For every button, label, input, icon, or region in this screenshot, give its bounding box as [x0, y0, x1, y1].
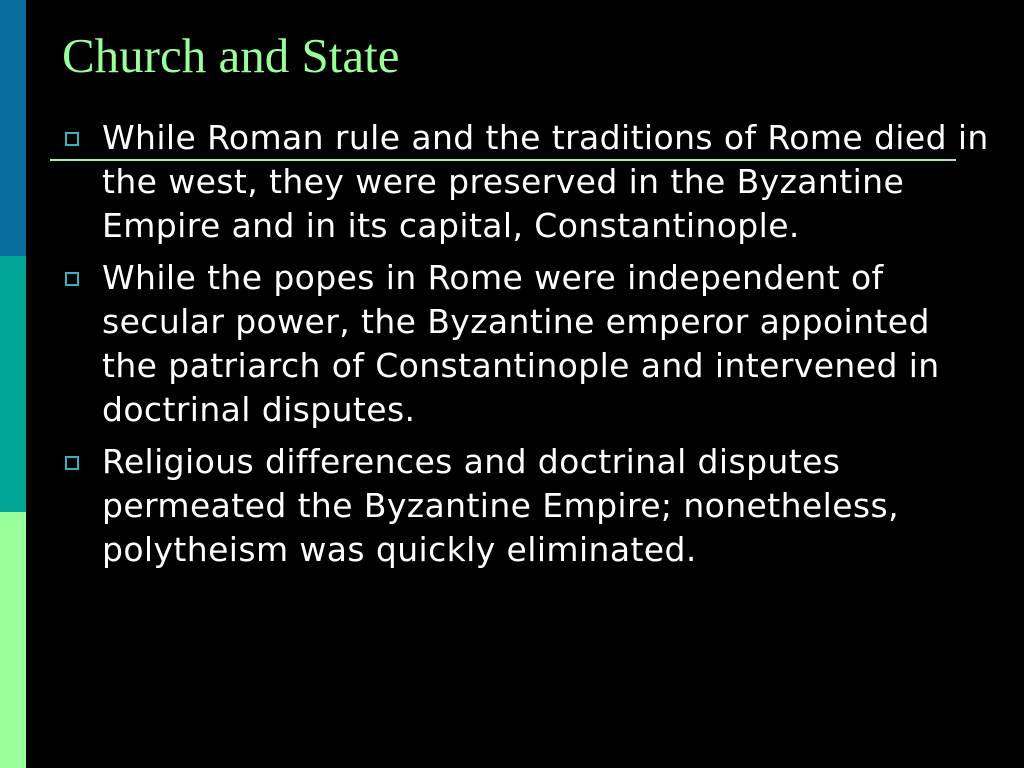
- side-bar-top-segment: [0, 0, 26, 256]
- side-bar-bottom-segment: [0, 512, 26, 768]
- slide-title: Church and State: [62, 28, 400, 83]
- bullet-list: [62, 116, 992, 580]
- square-bullet-icon: [65, 456, 79, 470]
- bullet-item: [62, 116, 992, 248]
- bullet-text: While Roman rule and the traditions of Rome died in the west, they were preserved in the Byzantine Empire and in its capital, Constantinople.: [102, 118, 989, 245]
- bullet-item: [62, 440, 992, 572]
- square-bullet-icon: [65, 272, 79, 286]
- side-bar-middle-segment: [0, 256, 26, 512]
- bullet-item: [62, 256, 992, 432]
- bullet-text: While the popes in Rome were independent of secular power, the Byzantine emperor appointed the patriarch of Constantinople and intervened in doctrinal disputes.: [102, 258, 940, 429]
- square-bullet-icon: [65, 132, 79, 146]
- bullet-text: Religious differences and doctrinal disputes permeated the Byzantine Empire; nonetheless, polytheism was quickly eliminated.: [102, 442, 899, 569]
